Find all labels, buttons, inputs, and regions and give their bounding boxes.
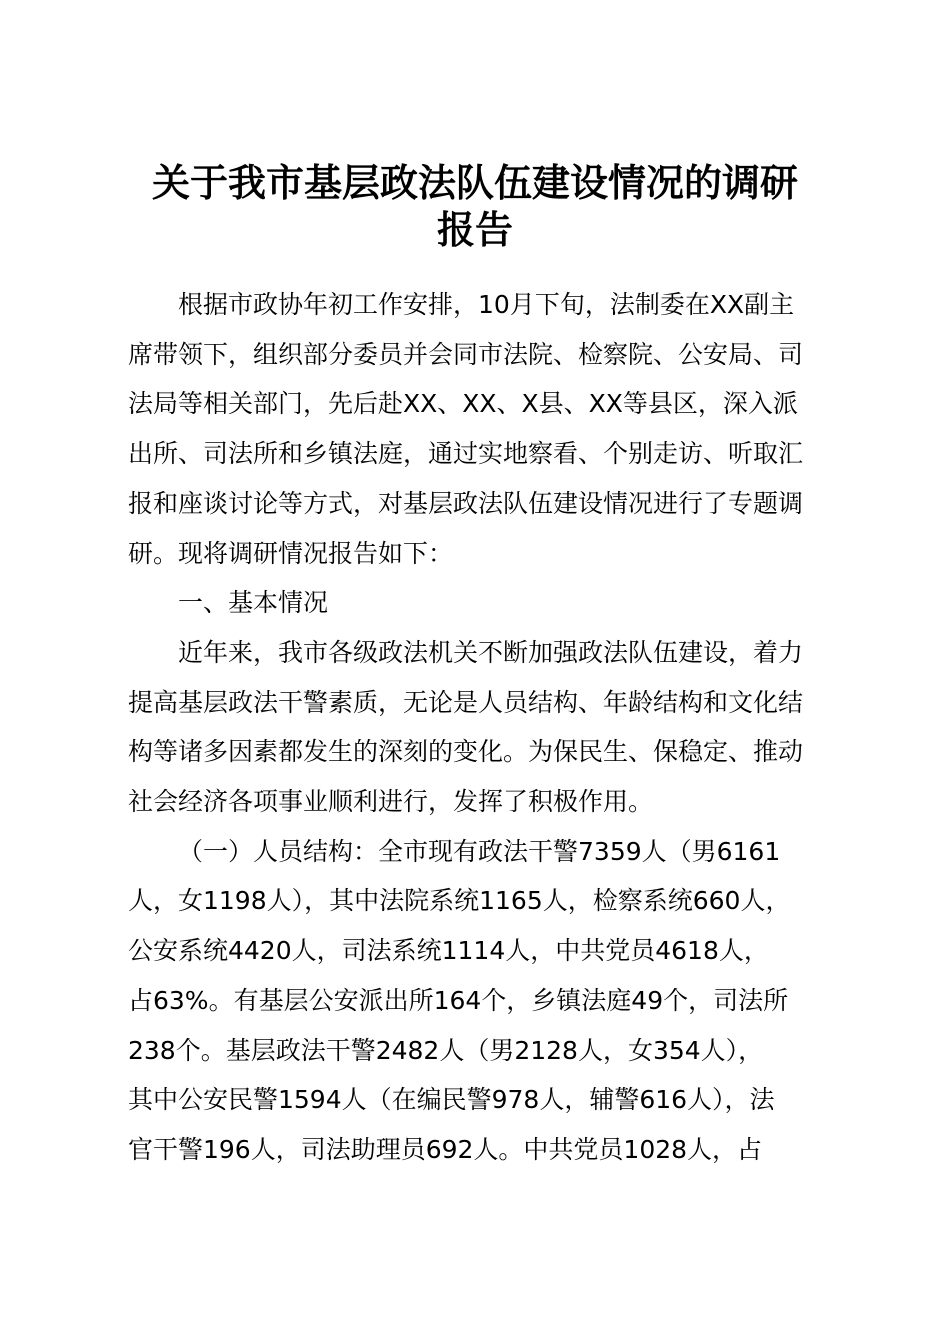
paragraph-line: 出所、司法所和乡镇法庭，通过实地察看、个别走访、听取汇 [128,439,804,469]
paragraph-line: 官干警196人，司法助理员692人。中共党员1028人，占 [128,1134,763,1164]
paragraph-line: 社会经济各项事业顺利进行，发挥了积极作用。 [128,787,654,816]
paragraph-line: 根据市政协年初工作安排，10月下旬，法制委在XX副主 [178,290,795,319]
paragraph-line: 238个。基层政法干警2482人（男2128人，女354人）， [128,1035,764,1065]
paragraph-line: 其中公安民警1594人（在编民警978人，辅警616人），法 [128,1085,775,1115]
paragraph-line: 占63%。有基层公安派出所164个，乡镇法庭49个，司法所 [128,985,789,1015]
document-title-line-2: 报告 [436,208,513,252]
paragraph-line: 席带领下，组织部分委员并会同市法院、检察院、公安局、司 [128,339,804,369]
paragraph-line: 提高基层政法干警素质，无论是人员结构、年龄结构和文化结 [128,687,804,717]
paragraph-line: 研。现将调研情况报告如下： [128,538,454,568]
paragraph-line: 人，女1198人），其中法院系统1165人，检察系统660人， [128,886,791,916]
paragraph-line: 法局等相关部门，先后赴XX、XX、X县、XX等县区，深入派 [128,389,798,419]
paragraph-line: 报和座谈讨论等方式，对基层政法队伍建设情况进行了专题调 [128,488,804,518]
document-title-line-1: 关于我市基层政法队伍建设情况的调研 [151,161,798,205]
paragraph-line: （一）人员结构：全市现有政法干警7359人（男6161 [178,836,781,866]
paragraph-line: 一、基本情况 [178,588,329,618]
paragraph-line: 公安系统4420人，司法系统1114人，中共党员4618人， [128,936,769,966]
paragraph-line: 构等诸多因素都发生的深刻的变化。为保民生、保稳定、推动 [128,737,804,767]
paragraph-line: 近年来，我市各级政法机关不断加强政法队伍建设，着力 [178,637,804,667]
